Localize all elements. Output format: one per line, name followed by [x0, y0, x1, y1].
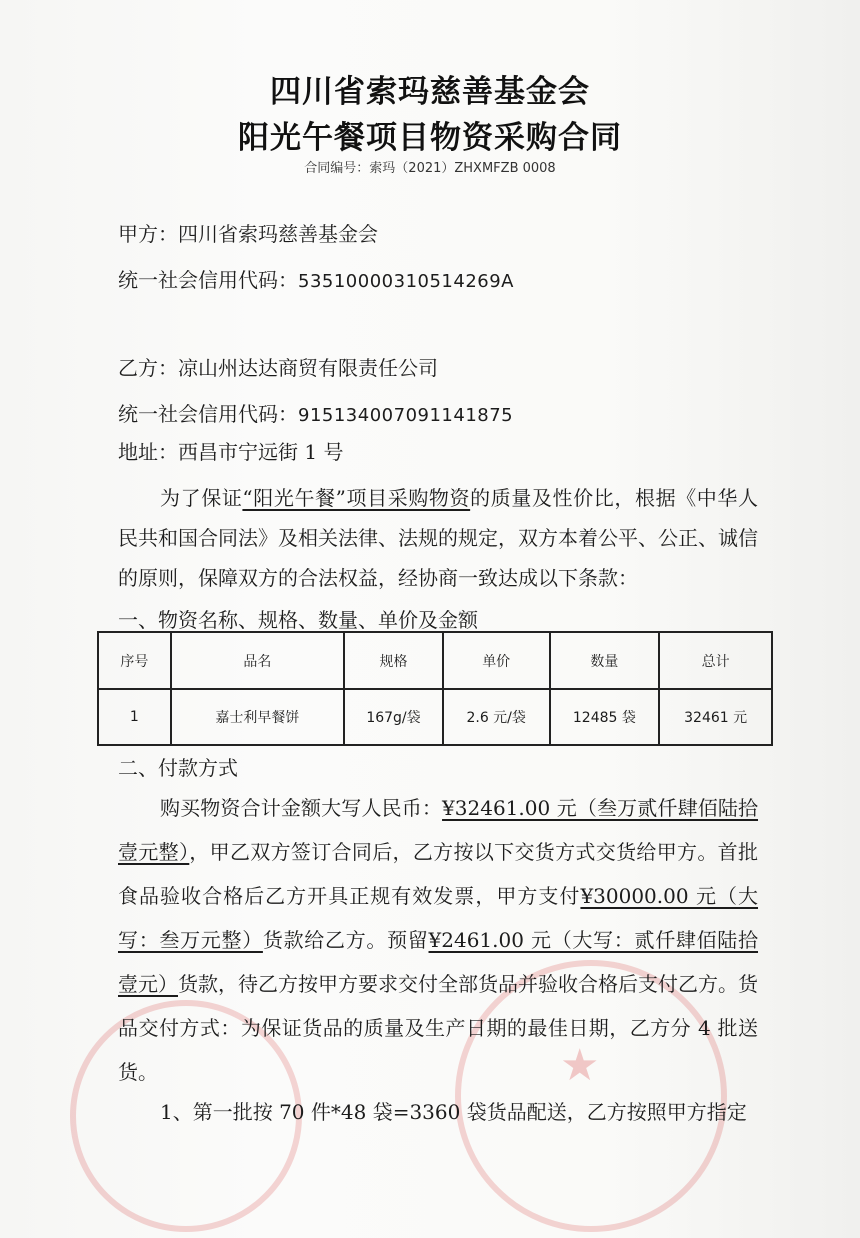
party-b-address: 西昌市宁远街 1 号	[178, 440, 344, 464]
table-header-row	[98, 632, 772, 689]
cell-product: 嘉士利早餐饼	[171, 689, 344, 745]
col-header-unit-price: 单价	[443, 632, 550, 689]
party-a-code-label: 统一社会信用代码：	[118, 268, 298, 292]
party-a-line	[118, 218, 378, 247]
section-2-heading: 二、付款方式	[118, 756, 238, 780]
intro-project: “阳光午餐”项目采购物资	[242, 486, 471, 510]
cell-quantity: 12485 袋	[550, 689, 660, 745]
intro-suffix: 的质量及性价比，根据《中华人民共和国合同法》及相关法律、法规的规定，双方本着公平、公正、诚信的原则，保障双方的合法权益，经协商一致达成以下条款：	[118, 486, 759, 590]
party-a-label: 甲方：	[118, 222, 178, 246]
party-b-label: 乙方：	[118, 356, 178, 380]
party-b-code-label: 统一社会信用代码：	[118, 402, 298, 426]
document-subtitle: 阳光午餐项目物资采购合同	[238, 120, 622, 156]
col-header-total: 总计	[659, 632, 772, 689]
payment-reserve-amount: ¥2461.00 元（大写：贰仟肆佰陆拾壹元）	[118, 928, 759, 996]
contract-number: 合同编号：索玛（2021）ZHXMFZB 0008	[304, 161, 556, 176]
cell-total: 32461 元	[659, 689, 772, 745]
party-b-code: 915134007091141875	[298, 405, 514, 426]
party-b-address-line	[118, 436, 343, 465]
col-header-product: 品名	[171, 632, 344, 689]
col-header-no: 序号	[98, 632, 171, 689]
materials-table	[97, 631, 773, 746]
cell-no: 1	[98, 689, 171, 745]
party-b-name: 凉山州达达商贸有限责任公司	[178, 356, 438, 380]
payment-paragraph	[118, 786, 758, 1094]
document-title: 四川省索玛慈善基金会	[270, 74, 590, 110]
seal-star-icon: ★	[560, 1040, 600, 1091]
party-b-address-label: 地址：	[118, 440, 178, 464]
payment-total-amount: ¥32461.00 元（叁万贰仟肆佰陆拾壹元整）	[118, 796, 759, 864]
payment-first-amount: ¥30000.00 元（大写：叁万元整）	[118, 884, 759, 952]
party-a-code-line	[118, 264, 514, 293]
party-a-name: 四川省索玛慈善基金会	[178, 222, 378, 246]
cell-spec: 167g/袋	[344, 689, 443, 745]
intro-prefix: 为了保证	[160, 486, 243, 510]
intro-paragraph	[118, 478, 758, 598]
table-row	[98, 689, 772, 745]
delivery-batch-1: 1、第一批按 70 件*48 袋=3360 袋货品配送，乙方按照甲方指定	[160, 1100, 747, 1124]
party-b-code-line	[118, 398, 513, 427]
cell-unit-price: 2.6 元/袋	[443, 689, 550, 745]
party-b-line	[118, 352, 438, 381]
col-header-spec: 规格	[344, 632, 443, 689]
col-header-quantity: 数量	[550, 632, 660, 689]
party-a-code: 53510000310514269A	[298, 271, 514, 292]
payment-suffix: 货款，待乙方按甲方要求交付全部货品并验收合格后支付乙方。货品交付方式：为保证货品的质量及生产日期的最佳日期，乙方分 4 批送货。	[118, 972, 758, 1084]
payment-mid2: 货款给乙方。预留	[262, 928, 429, 952]
payment-mid: ，甲乙双方签订合同后，乙方按以下交货方式交货给甲方。首批食品验收合格后乙方开具正规有效发票，甲方支付	[118, 840, 759, 908]
payment-prefix: 购买物资合计金额大写人民币：	[160, 796, 443, 820]
section-1-heading: 一、物资名称、规格、数量、单价及金额	[118, 608, 478, 632]
